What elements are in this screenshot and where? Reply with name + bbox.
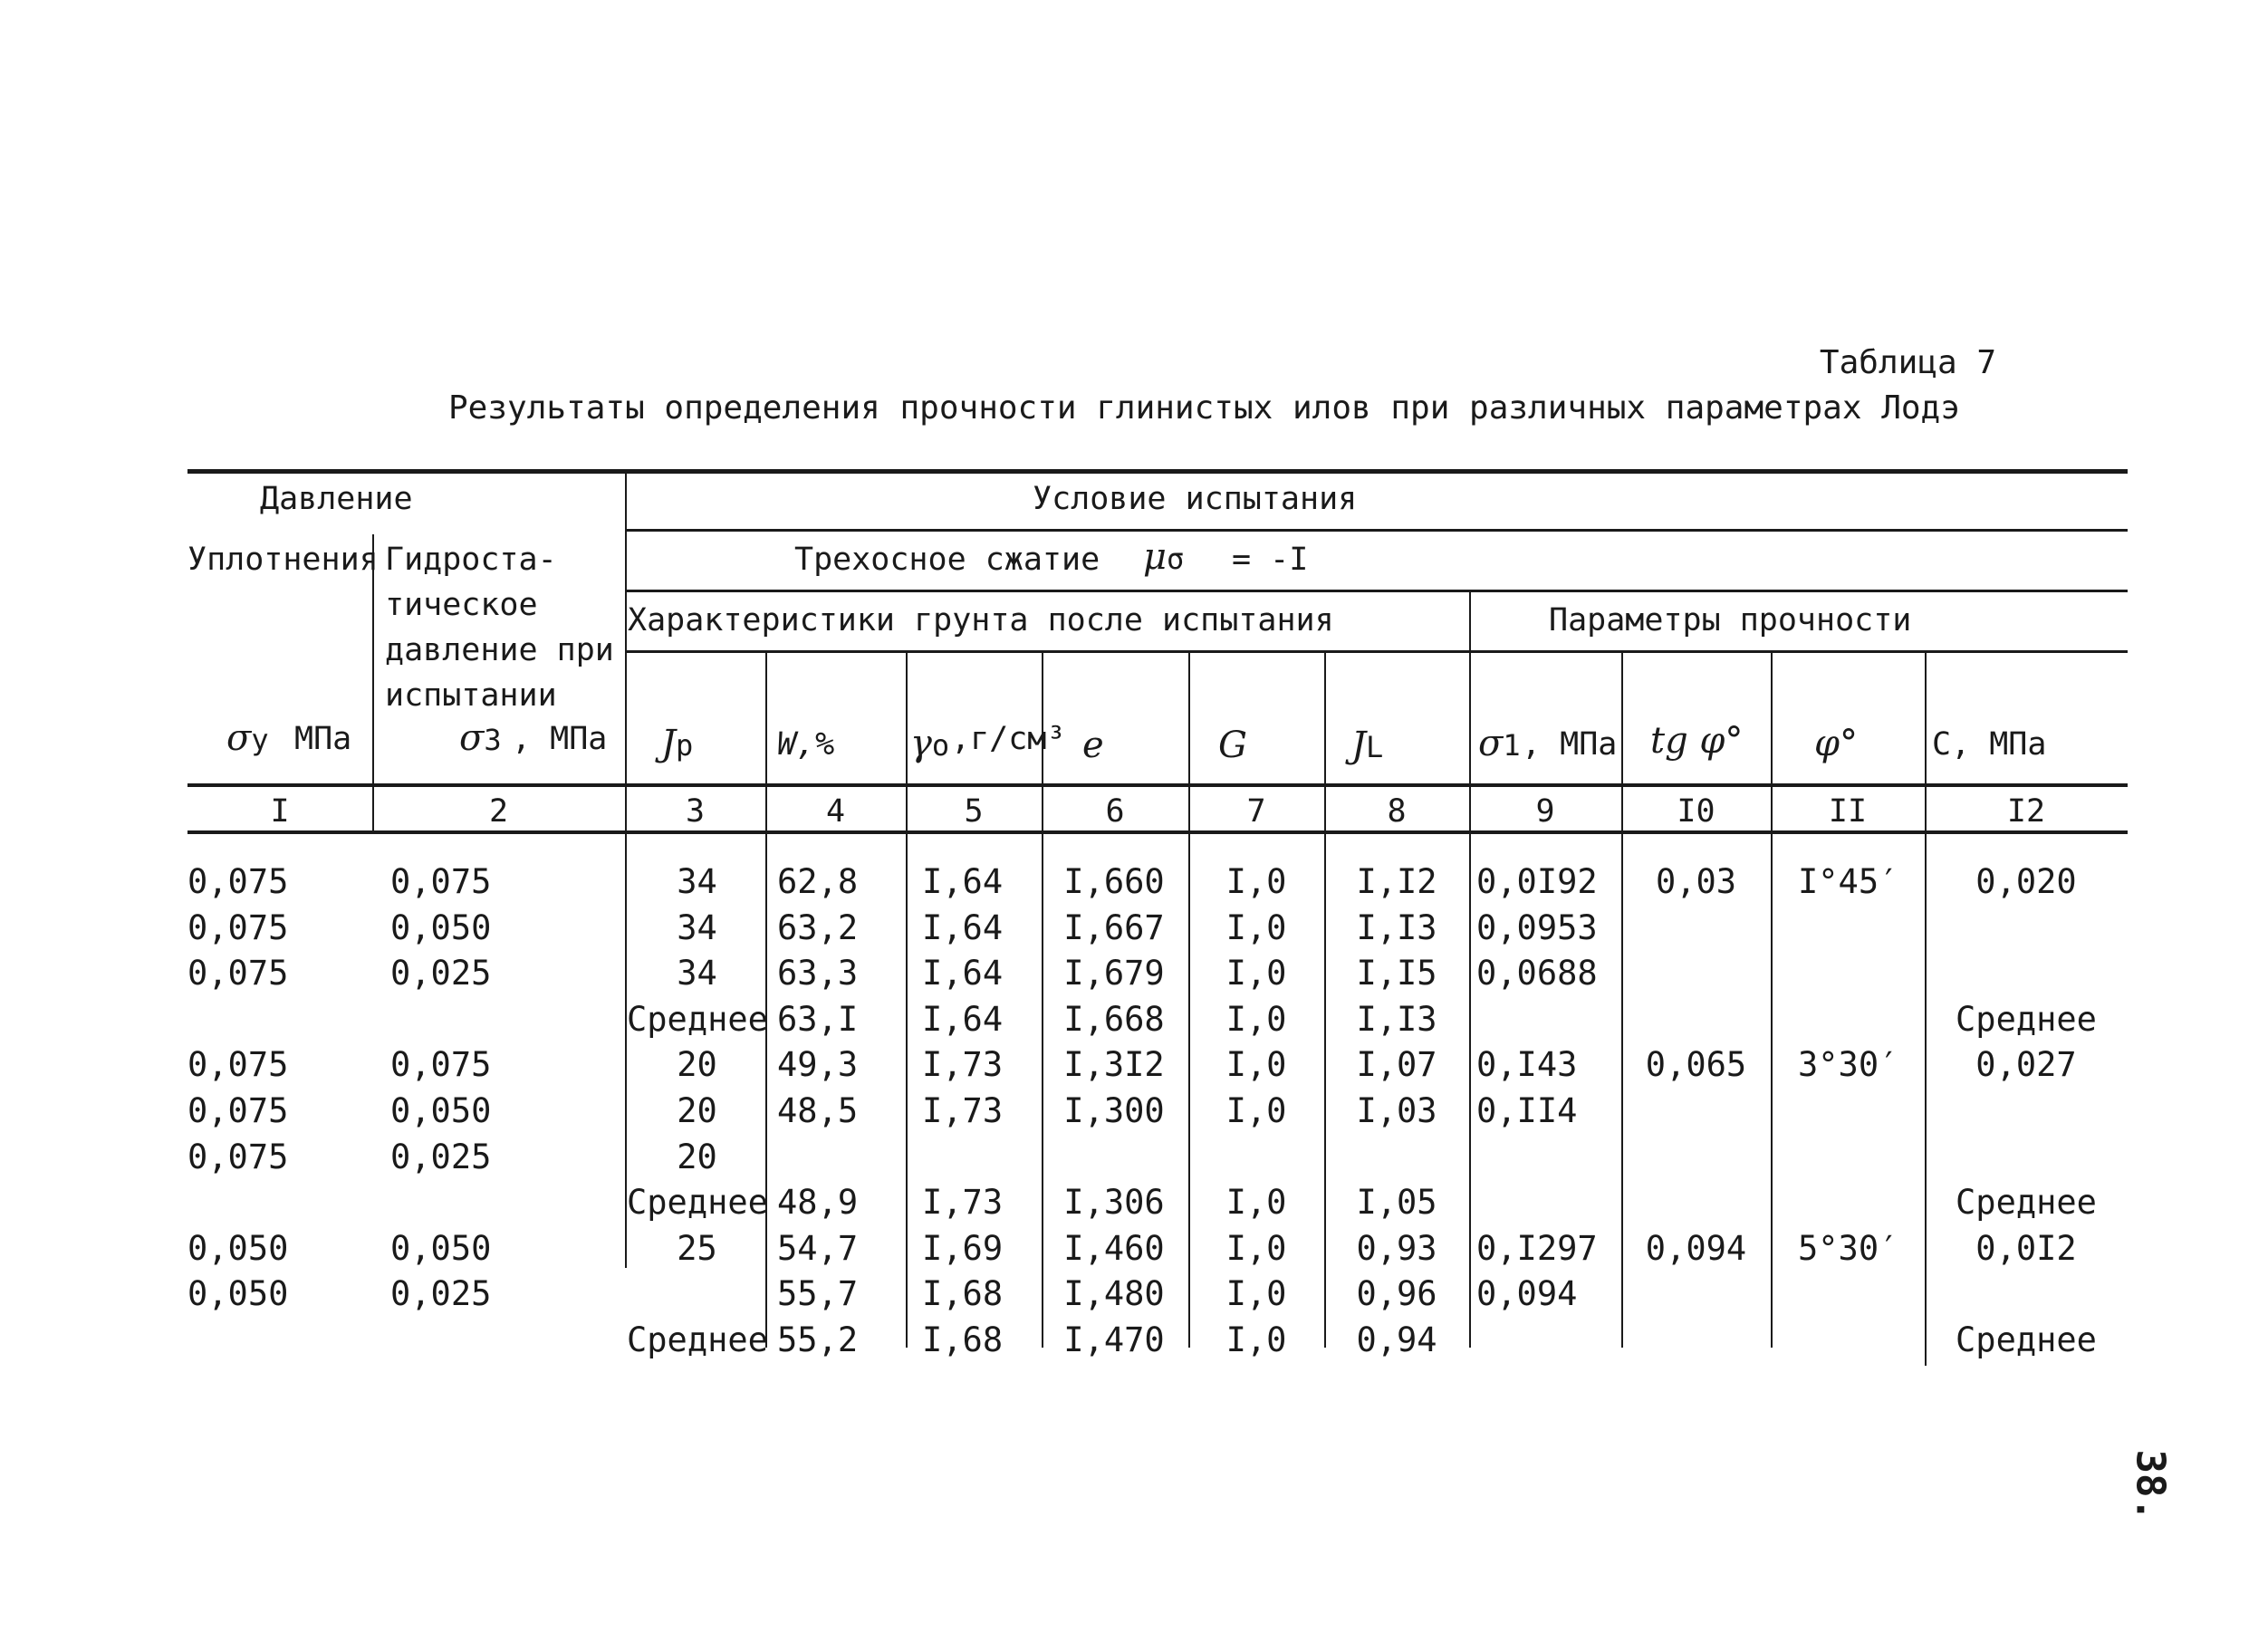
rule-colnum-bottom bbox=[187, 830, 2128, 834]
table-cell: 0,050 bbox=[187, 1229, 289, 1268]
column-number: I bbox=[270, 793, 290, 830]
vrule-4 bbox=[906, 650, 908, 1348]
table-cell: 0,0688 bbox=[1476, 954, 1598, 993]
rule-under-groups bbox=[625, 650, 2128, 653]
sigma-y-symbol: σy bbox=[226, 717, 269, 759]
col12-header: C, МПа bbox=[1932, 726, 2047, 763]
table-cell: I,0 bbox=[1225, 1091, 1287, 1130]
table-cell: Среднее bbox=[627, 1183, 768, 1222]
table-cell: 0,020 bbox=[1975, 862, 2077, 901]
table-cell: 34 bbox=[677, 954, 717, 993]
header-triaxial: Трехосное сжатие bbox=[794, 542, 1100, 578]
table-cell: I,668 bbox=[1063, 1000, 1165, 1039]
table-cell: I,64 bbox=[922, 954, 1004, 993]
table-cell: 55,2 bbox=[777, 1320, 859, 1359]
col5-unit: ,г/см³ bbox=[951, 721, 1066, 757]
table-cell: I,64 bbox=[922, 908, 1004, 947]
chi-symbol: JL bbox=[1351, 725, 1384, 766]
table-cell: 0,075 bbox=[187, 954, 289, 993]
table-cell: I,0 bbox=[1225, 1000, 1287, 1039]
table-cell: 0,075 bbox=[187, 1045, 289, 1084]
table-cell: I°45′ bbox=[1798, 862, 1899, 901]
rule-under-condition bbox=[625, 529, 2128, 532]
column-number: 7 bbox=[1246, 793, 1266, 830]
table-cell: 0,050 bbox=[187, 1274, 289, 1313]
table-cell: I,I5 bbox=[1356, 954, 1437, 993]
table-cell: I,480 bbox=[1063, 1274, 1165, 1313]
vrule-10 bbox=[1771, 650, 1773, 1348]
table-cell: 49,3 bbox=[777, 1045, 859, 1084]
col4-header: W,% bbox=[777, 726, 835, 763]
table-cell: I,300 bbox=[1063, 1091, 1165, 1130]
column-number: 2 bbox=[488, 793, 509, 830]
table-cell: 0,075 bbox=[187, 862, 289, 901]
header-compaction: Уплотнения bbox=[187, 542, 379, 578]
phi-symbol: φ° bbox=[1814, 723, 1859, 764]
table-cell: 48,5 bbox=[777, 1091, 859, 1130]
table-cell: I,667 bbox=[1063, 908, 1165, 947]
table-cell: I,0 bbox=[1225, 908, 1287, 947]
table-cell: 0,075 bbox=[187, 1091, 289, 1130]
rule-top bbox=[187, 469, 2128, 474]
tg-phi-symbol: tg φ° bbox=[1650, 720, 1744, 762]
table-cell: I,I2 bbox=[1356, 862, 1437, 901]
table-cell: 0,025 bbox=[390, 1137, 492, 1176]
col1-unit: МПа bbox=[294, 721, 352, 757]
table-cell: 25 bbox=[677, 1229, 717, 1268]
table-cell: 0,027 bbox=[1975, 1045, 2077, 1084]
header-lode-value: = -I bbox=[1232, 542, 1309, 578]
table-cell: I,73 bbox=[922, 1045, 1004, 1084]
table-cell: 0,050 bbox=[390, 1229, 492, 1268]
table-cell: 0,025 bbox=[390, 1274, 492, 1313]
sigma-1-symbol: σ1 bbox=[1478, 723, 1521, 764]
table-cell: Среднее bbox=[1956, 1320, 2097, 1359]
table-cell: I,73 bbox=[922, 1091, 1004, 1130]
table-cell: I,I3 bbox=[1356, 908, 1437, 947]
table-cell: 0,075 bbox=[390, 1045, 492, 1084]
table-cell: 0,I43 bbox=[1476, 1045, 1578, 1084]
table-cell: 0,075 bbox=[390, 862, 492, 901]
table-cell: 54,7 bbox=[777, 1229, 859, 1268]
table-cell: 0,075 bbox=[187, 1137, 289, 1176]
table-cell: I,0 bbox=[1225, 1229, 1287, 1268]
column-number: 8 bbox=[1387, 793, 1407, 830]
mu-sigma-symbol: μσ bbox=[1143, 536, 1185, 578]
table-cell: 20 bbox=[677, 1091, 717, 1130]
table-cell: I,03 bbox=[1356, 1091, 1437, 1130]
col7-header: G bbox=[1218, 725, 1247, 766]
table-cell: I,0 bbox=[1225, 1045, 1287, 1084]
table-cell: I,69 bbox=[922, 1229, 1004, 1268]
page-number: 38. bbox=[2127, 1449, 2173, 1521]
table-caption: Результаты определения прочности глинистых илов при различных параметрах Лодэ bbox=[448, 389, 1960, 427]
table-cell: I,68 bbox=[922, 1320, 1004, 1359]
table-cell: 0,065 bbox=[1645, 1045, 1747, 1084]
table-cell: 0,025 bbox=[390, 954, 492, 993]
table-cell: I,05 bbox=[1356, 1183, 1437, 1222]
rule-header-bottom bbox=[187, 783, 2128, 787]
table-cell: I,0 bbox=[1225, 1183, 1287, 1222]
header-soil-characteristics: Характеристики грунта после испытания bbox=[628, 602, 1334, 638]
table-cell: 63,2 bbox=[777, 908, 859, 947]
table-cell: Среднее bbox=[1956, 1183, 2097, 1222]
table-cell: I,306 bbox=[1063, 1183, 1165, 1222]
vrule-8 bbox=[1469, 590, 1471, 1348]
table-cell: 0,I297 bbox=[1476, 1229, 1598, 1268]
table-cell: 0,075 bbox=[187, 908, 289, 947]
column-number: 9 bbox=[1535, 793, 1555, 830]
table-cell: Среднее bbox=[627, 1320, 768, 1359]
table-label: Таблица 7 bbox=[1819, 344, 1996, 381]
table-cell: 0,050 bbox=[390, 1091, 492, 1130]
header-hydrostatic-line-1: Гидроста- bbox=[385, 542, 557, 578]
table-cell: 20 bbox=[677, 1045, 717, 1084]
table-cell: I,07 bbox=[1356, 1045, 1437, 1084]
header-hydrostatic-line-3: давление при bbox=[385, 632, 614, 668]
table-cell: 0,94 bbox=[1356, 1320, 1437, 1359]
table-cell: 34 bbox=[677, 908, 717, 947]
col2-unit: , МПа bbox=[512, 721, 608, 757]
table-cell: I,0 bbox=[1225, 862, 1287, 901]
column-number: I0 bbox=[1677, 793, 1715, 830]
table-cell: 55,7 bbox=[777, 1274, 859, 1313]
table-cell: 3°30′ bbox=[1798, 1045, 1899, 1084]
table-cell: I,0 bbox=[1225, 1274, 1287, 1313]
table-cell: I,679 bbox=[1063, 954, 1165, 993]
table-cell: 0,0953 bbox=[1476, 908, 1598, 947]
column-number: 6 bbox=[1105, 793, 1125, 830]
table-cell: 0,II4 bbox=[1476, 1091, 1578, 1130]
column-number: 3 bbox=[685, 793, 706, 830]
table-cell: 0,094 bbox=[1476, 1274, 1578, 1313]
table-cell: I,470 bbox=[1063, 1320, 1165, 1359]
table-cell: 63,3 bbox=[777, 954, 859, 993]
table-cell: I,0 bbox=[1225, 954, 1287, 993]
table-cell: I,I3 bbox=[1356, 1000, 1437, 1039]
column-number: 5 bbox=[964, 793, 984, 830]
table-cell: I,460 bbox=[1063, 1229, 1165, 1268]
table-cell: 5°30′ bbox=[1798, 1229, 1899, 1268]
column-number: II bbox=[1828, 793, 1868, 830]
table-cell: I,73 bbox=[922, 1183, 1004, 1222]
col9-unit: , МПа bbox=[1522, 726, 1618, 763]
header-hydrostatic-line-2: тическое bbox=[385, 587, 538, 623]
table-cell: I,64 bbox=[922, 1000, 1004, 1039]
table-cell: 20 bbox=[677, 1137, 717, 1176]
table-cell: 0,0I2 bbox=[1975, 1229, 2077, 1268]
col6-header: e bbox=[1082, 725, 1104, 766]
table-cell: I,660 bbox=[1063, 862, 1165, 901]
table-cell: 34 bbox=[677, 862, 717, 901]
column-number: I2 bbox=[2006, 793, 2046, 830]
table-cell: I,64 bbox=[922, 862, 1004, 901]
table-cell: I,3I2 bbox=[1063, 1045, 1165, 1084]
table-cell: Среднее bbox=[627, 1000, 768, 1039]
header-hydrostatic-line-4: испытании bbox=[385, 677, 557, 714]
table-cell: 48,9 bbox=[777, 1183, 859, 1222]
table-cell: Среднее bbox=[1956, 1000, 2097, 1039]
table-cell: 63,I bbox=[777, 1000, 859, 1039]
table-cell: 0,094 bbox=[1645, 1229, 1747, 1268]
table-cell: I,0 bbox=[1225, 1320, 1287, 1359]
sigma-3-symbol: σ3 bbox=[459, 717, 502, 759]
gamma-0-symbol: γo bbox=[910, 723, 950, 764]
header-test-condition: Условие испытания bbox=[1033, 481, 1358, 517]
column-number: 4 bbox=[825, 793, 846, 830]
header-strength-params: Параметры прочности bbox=[1549, 602, 1912, 638]
table-cell: 0,050 bbox=[390, 908, 492, 947]
table-cell: 0,93 bbox=[1356, 1229, 1437, 1268]
header-pressure: Давление bbox=[260, 481, 413, 517]
ip-symbol: Jp bbox=[661, 723, 694, 764]
table-cell: 0,0I92 bbox=[1476, 862, 1598, 901]
table-cell: I,68 bbox=[922, 1274, 1004, 1313]
rule-under-triaxial bbox=[625, 590, 2128, 592]
table-cell: 62,8 bbox=[777, 862, 859, 901]
table-cell: 0,03 bbox=[1655, 862, 1737, 901]
table-cell: 0,96 bbox=[1356, 1274, 1437, 1313]
